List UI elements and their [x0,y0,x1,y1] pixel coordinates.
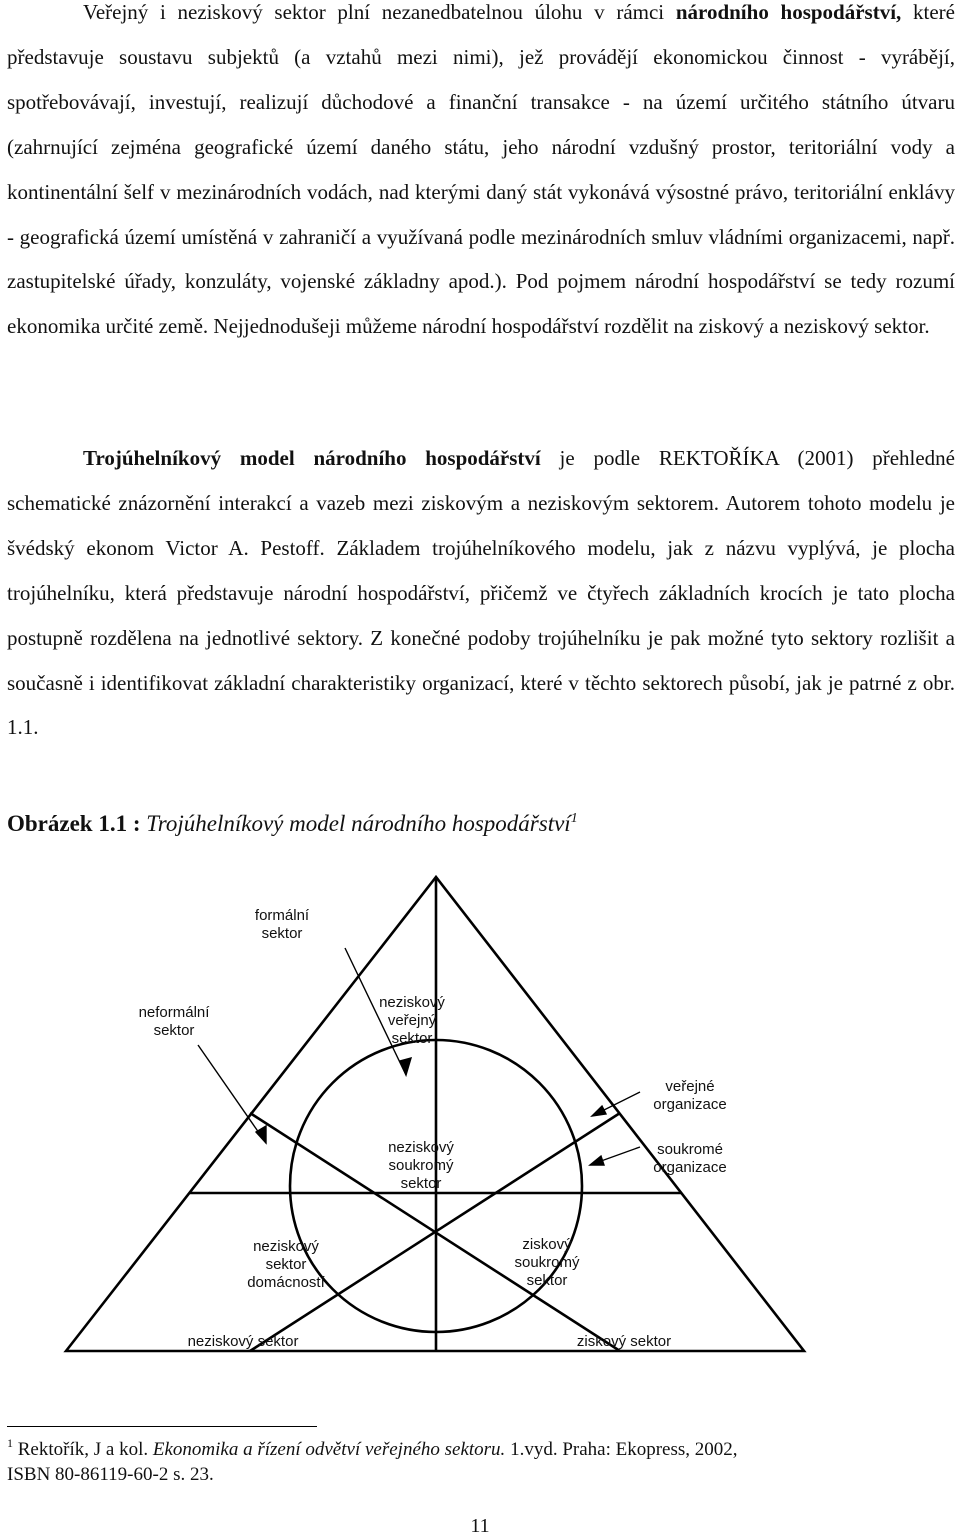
diagram-lines [66,877,804,1351]
arrow-informal [198,1045,266,1143]
footnote-title: Ekonomika a řízení odvětví veřejného sektoru. [152,1439,506,1460]
label-informal: neformální sektor [138,1004,210,1039]
term-triangle-model: Trojúhelníkový model národního hospodářství [83,446,541,470]
footnote-mark: 1 [7,1436,13,1450]
label-nonprofit-households: neziskový sektor domácností [247,1238,325,1291]
figure-footnote-mark: 1 [570,811,578,826]
paragraph-national-economy [7,0,955,349]
arrow-informal-head [256,1126,266,1143]
arrow-public-org-head [592,1106,606,1116]
figure-label: Obrázek 1.1 : [7,811,147,836]
diagram-arrows [198,948,640,1165]
label-nonprofit-private: neziskový soukromý sektor [388,1139,454,1192]
term-national-economy: národního hospodářství, [675,0,902,24]
label-profit-sector: ziskový sektor [576,1333,672,1350]
label-private-org: soukromé organizace [653,1141,727,1176]
footnote-divider [7,1426,317,1427]
paragraph-triangle-model [7,436,955,750]
footnote [7,1437,955,1487]
label-nonprofit-public: neziskový veřejný sektor [379,994,445,1047]
triangle-model-diagram [0,860,960,1380]
figure-title: Trojúhelníkový model národního hospodářství [146,811,571,836]
label-profit-private: ziskový soukromý sektor [514,1236,580,1289]
paragraph1-lead: Veřejný i neziskový sektor plní nezanedbatelnou úlohu v rámci [83,0,676,24]
label-public-org: veřejné organizace [653,1078,727,1113]
footnote-isbn: ISBN 80-86119-60-2 s. 23. [7,1464,214,1485]
paragraph1-rest: které představuje soustavu subjektů (a vztahů mezi nimi), jež provádějí ekonomickou činnost - vyrábějí, spotřebovávají, investují, realizují důchodové a finanční transakce - na území určitého státního útvaru (zahrnující zejména geografické území daného státu, jeho národní vzdušný prostor, teritoriální vody a kontinentální šelf v mezinárodních vodách, nad kterými daný stát vykonává výsostné právo, teritoriální enklávy - geografická území umístěná v zahraničí a využívaná podle mezinárodních smluv vládními organizacemi, např. zastupitelské úřady, konzuláty, vojenské základny apod.). Pod pojmem národní hospodářství se tedy rozumí ekonomika určité země. Nejjednodušeji můžeme národní hospodářství rozdělit na ziskový a neziskový sektor. [7,0,955,339]
page-number: 11 [470,1515,490,1537]
paragraph2-rest: je podle REKTOŘÍKA (2001) přehledné schematické znázornění interakcí a vazeb mezi ziskovým a neziskovým sektorem. Autorem tohoto modelu je švédský ekonom Victor A. Pestoff. Základem trojúhelníkového modelu, jak z názvu vyplývá, je plocha trojúhelníku, která představuje národní hospodářství, přičemž ve čtyřech základních krocích je tato plocha postupně rozdělena na jednotlivé sektory. Z konečné podoby trojúhelníku je pak možné tyto sektory rozlišit a současně i identifikovat základní charakteristiky organizací, které v těchto sektorech působí, jak je patrné z obr. 1.1. [7,446,955,740]
diagram-labels [139,907,727,1350]
label-nonprofit-sector: neziskový sektor [187,1333,299,1350]
arrow-private-org-head [590,1156,604,1165]
footnote-authors: Rektořík, J a kol. [13,1439,153,1460]
label-formal: formální sektor [254,907,310,942]
footnote-publisher: 1.vyd. Praha: Ekopress, 2002, [505,1439,738,1460]
figure-caption [7,804,955,844]
arrow-formal-head [400,1058,411,1075]
